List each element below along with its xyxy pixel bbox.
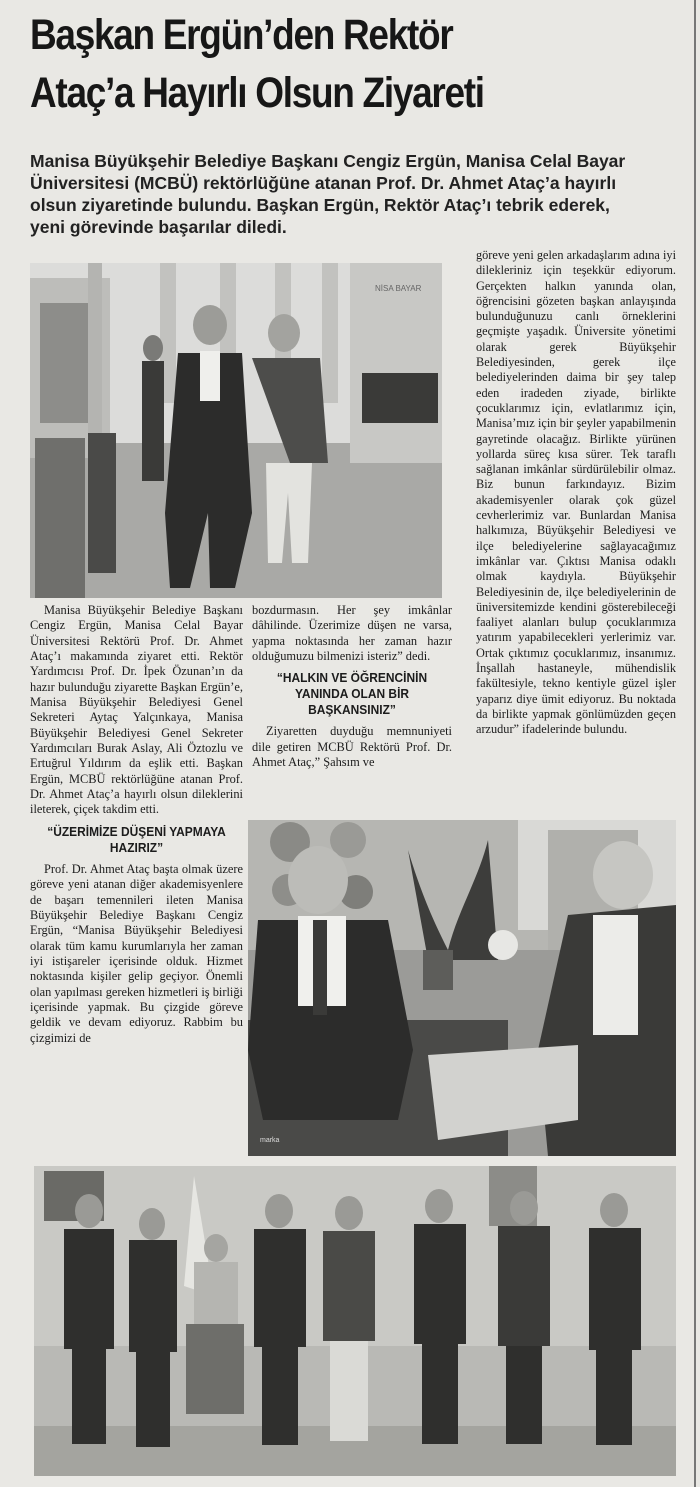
subhead-ready: “ÜZERİMİZE DÜŞENİ YAPMAYA HAZIRIZ” [47,823,226,855]
lead-paragraph: Manisa Büyükşehir Belediye Başkanı Cengiz Ergün, Manisa Celal Bayar Üniversitesi (MCBÜ) rektörlüğüne atanan Prof. Dr. Ahmet Ataç’a hayırlı olsun ziyaretinde bulundu. Başkan Ergün, Rektör Ataç’ı tebrik ederek, yeni görevinde başarılar diledi. [30,151,626,237]
left-paragraph-1: Manisa Büyükşehir Belediye Başkanı Cengiz Ergün, Manisa Celal Bayar Üniversitesi Rektörü Prof. Dr. Ahmet Ataç’ı makamında ziyaret etti. Rektör Yardımcısı Prof. Dr. İpek Özunan’ın da hazır bulunduğu ziyarette Başkan Ergün’e, Manisa Büyükşehir Belediyesi Genel Sekreteri Aytaç Yalçınkaya, Manisa Büyükşehir Belediyesi Genel Sekreter Yardımcıları Burak Aslay, Ali Öztozlu ve Ertuğrul Yıldırım da eşlik etti. Başkan Ergün, MCBÜ rektörlüğüne atanan Prof. Dr. Ahmet Ataç’a hayırlı olsun dileklerini ileterek, çiçek takdim etti. [30,603,243,817]
headline-line-2: Ataç’a Hayırlı Olsun Ziyareti [30,69,484,117]
subhead-people: “HALKIN VE ÖĞRENCİNİN YANINDA OLAN BİR BAŞKANSINIZ” [276,670,428,718]
page-edge-rule [694,0,696,1487]
entrance-sign: NİSA BAYAR [375,284,422,293]
entrance-photo [30,263,442,598]
office-meeting-photo [248,820,676,1156]
headline-line-1: Başkan Ergün’den Rektör [30,11,453,59]
group-photo [34,1166,676,1476]
office-sign: marka [260,1137,280,1144]
left-paragraph-2: Prof. Dr. Ahmet Ataç başta olmak üzere göreve yeni atanan diğer akademisyenlere de başarı temennileri ileten Manisa Büyükşehir Belediye Başkanı Cengiz Ergün, “Manisa Büyükşehir Belediyesi olarak tüm kamu kurumlarıyla her zaman iyi istişareler içerisinde olduk. Hizmet noktasında kişiler gelip geçiyor. Önemli olan yapılması gereken hizmetleri iş birliği içerisinde yapmak. Bu çizgide göreve geldik ve devam ediyoruz. Rabbim bu çizgimizi de [30,861,243,1045]
right-paragraph: göreve yeni gelen arkadaşlarım adına iyi dilekleriniz için teşekkür ediyorum. Gerçekten halkın yanında olan, öğrencisini gözeten başkan anlayışında bulunduğunuzu canlı örneklerini geçmişte yaşadık. Üniversite yönetimi olarak gerek Büyükşehir Belediyesinden, gerek ilçe belediyelerinden daima bir şey talep eden iradeden ziyade, birlikte çocuklarımız için, evlatlarımız için, Manisa’mız için bir şeyler yapabilmenin gayretinde olacağız. Birlikte yürünen yollarda süreç kısa sürer. Tek taraflı sağlanan imkânlar sürdürülebilir olmaz. Biz bunun farkındayız. Bizim akademisyenler olarak çok güzel cevherlerimiz var. Bunlardan Manisa halkımıza, Büyükşehir Belediyesi ve ilçe belediyelerine sağlayacağımız imkânlar var. Çıktısı Manisa odaklı olmak kaydıyla. Büyükşehir Belediyesinin de, ilçe belediyelerinin de üniversitemizde kendini gösterebileceği faaliyet alanları bulup çocuklarımıza yatırım yapabilecekleri yerlerimiz var. Ortak çıktımız çocuklarımız, insanımız. İnşallah hastaneyle, mühendislik fakültesiyle, tekno kentiyle güzel işler yaparız diye ümit ediyoruz. Bu noktada da birlikte yapmak gönlümüzden geçen arzudur” ifadelerinde bulundu. [476,248,676,737]
headline [30,6,598,122]
middle-paragraph-1: bozdurmasın. Her şey imkânlar dâhilinde. Üzerimize düşen ne varsa, yapma noktasında her zaman hazır olduğumuzu bilmenizi isteriz” dedi. [252,603,452,664]
column-right [476,248,676,738]
column-left [30,603,243,1046]
column-middle [252,603,452,770]
middle-paragraph-2: Ziyaretten duyduğu memnuniyeti dile getiren MCBÜ Rektörü Prof. Dr. Ahmet Ataç,” Şahsım ve [252,724,452,770]
